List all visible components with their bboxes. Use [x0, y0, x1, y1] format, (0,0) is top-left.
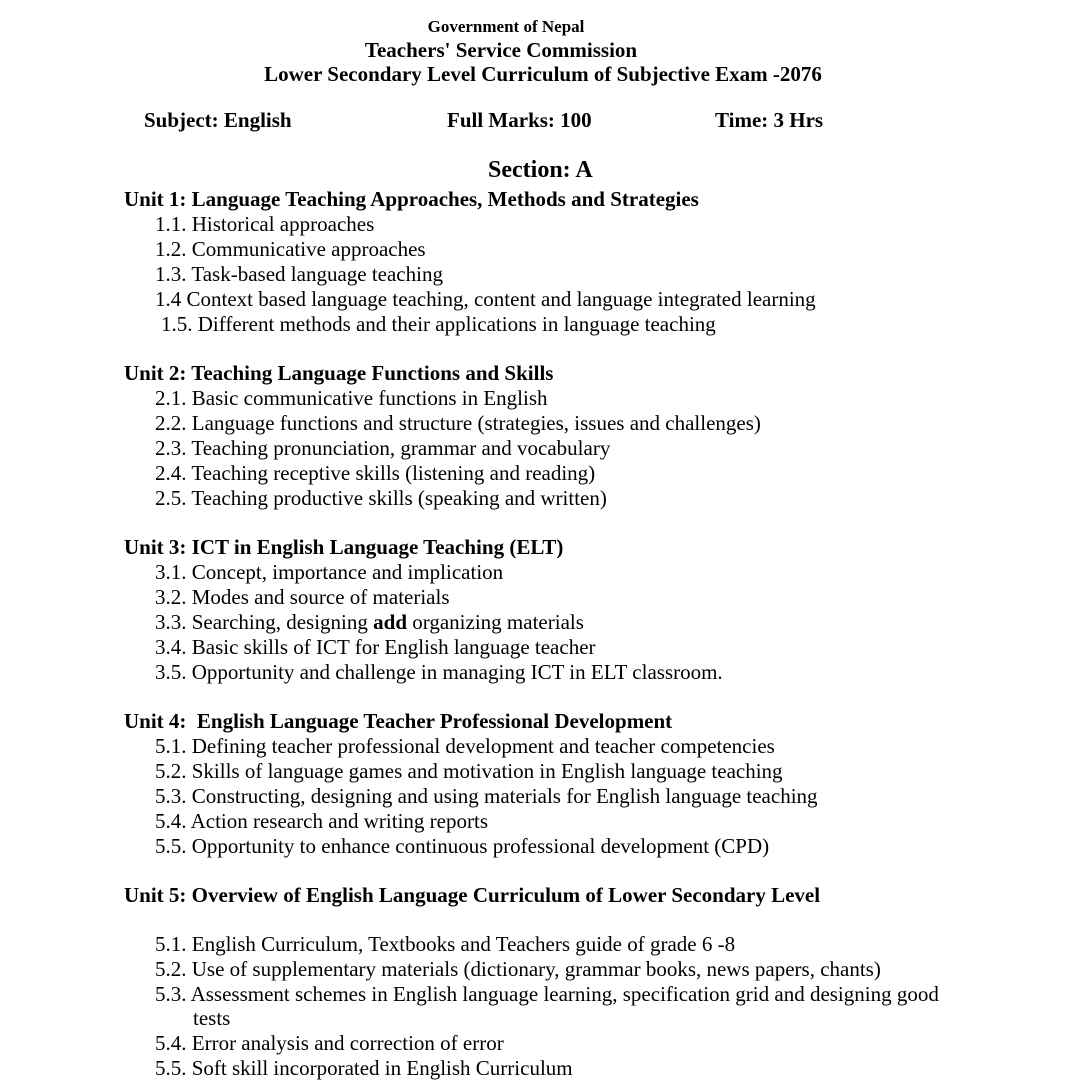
list-item: 5.1. English Curriculum, Textbooks and Teachers guide of grade 6 -8 — [155, 932, 736, 956]
list-item: 5.2. Skills of language games and motivation in English language teaching — [155, 759, 783, 783]
list-item-tail: organizing materials — [407, 610, 584, 634]
list-item: 5.3. Assessment schemes in English language learning, specification grid and designing good — [155, 982, 939, 1006]
commission-heading: Teachers' Service Commission — [364, 38, 638, 62]
full-marks-label: Full Marks: 100 — [447, 108, 592, 132]
section-title: Section: A — [488, 157, 593, 183]
list-item: 1.4 Context based language teaching, content and language integrated learning — [155, 287, 816, 311]
curriculum-heading: Lower Secondary Level Curriculum of Subjective Exam -2076 — [264, 62, 822, 86]
list-item: 1.5. Different methods and their applications in language teaching — [161, 312, 716, 336]
list-item: 1.1. Historical approaches — [155, 212, 375, 236]
government-heading: Government of Nepal — [427, 17, 585, 36]
list-item: 2.3. Teaching pronunciation, grammar and vocabulary — [155, 436, 611, 460]
list-item: 1.2. Communicative approaches — [155, 237, 426, 261]
unit-title: Unit 5: Overview of English Language Curriculum of Lower Secondary Level — [124, 883, 821, 907]
list-item: 3.5. Opportunity and challenge in managing ICT in ELT classroom. — [155, 660, 723, 684]
list-item — [155, 610, 584, 634]
subject-label: Subject: English — [144, 108, 292, 132]
list-item-bold-word: add — [373, 610, 407, 634]
unit-title: Unit 2: Teaching Language Functions and Skills — [124, 361, 554, 385]
list-item: 3.1. Concept, importance and implication — [155, 560, 504, 584]
list-item: 2.4. Teaching receptive skills (listening and reading) — [155, 461, 596, 485]
list-item: 5.2. Use of supplementary materials (dictionary, grammar books, news papers, chants) — [155, 957, 881, 981]
list-item: 5.3. Constructing, designing and using materials for English language teaching — [155, 784, 818, 808]
list-item: 5.5. Soft skill incorporated in English Curriculum — [155, 1056, 573, 1080]
list-item: 1.3. Task-based language teaching — [155, 262, 443, 286]
list-item-text: 3.3. Searching, designing — [155, 610, 374, 634]
unit-title: Unit 4: English Language Teacher Professional Development — [124, 709, 673, 733]
list-item: 3.4. Basic skills of ICT for English language teacher — [155, 635, 596, 659]
list-item: 2.5. Teaching productive skills (speaking and written) — [155, 486, 607, 510]
list-item: 5.1. Defining teacher professional development and teacher competencies — [155, 734, 775, 758]
list-item: 5.5. Opportunity to enhance continuous professional development (CPD) — [155, 834, 770, 858]
list-item: 2.2. Language functions and structure (strategies, issues and challenges) — [155, 411, 761, 435]
unit-title: Unit 3: ICT in English Language Teaching (ELT) — [124, 535, 564, 559]
list-item: 2.1. Basic communicative functions in English — [155, 386, 548, 410]
list-item: 3.2. Modes and source of materials — [155, 585, 450, 609]
unit-title: Unit 1: Language Teaching Approaches, Methods and Strategies — [124, 187, 699, 211]
list-item: 5.4. Error analysis and correction of error — [155, 1031, 504, 1055]
list-item: 5.4. Action research and writing reports — [155, 809, 488, 833]
time-label: Time: 3 Hrs — [715, 108, 824, 132]
list-item-continuation: tests — [193, 1006, 231, 1030]
